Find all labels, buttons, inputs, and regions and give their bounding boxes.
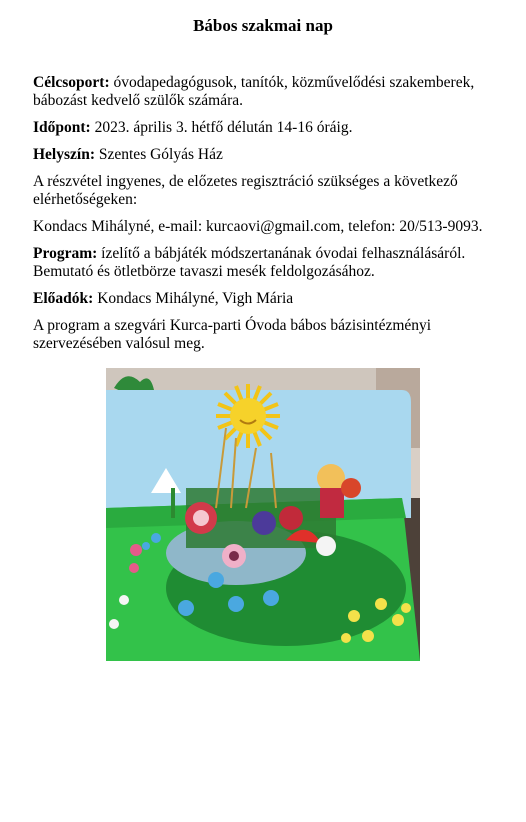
event-venue-text: Szentes Gólyás Ház bbox=[95, 146, 223, 163]
organizer-info: A program a szegvári Kurca-parti Óvoda bábos bázisintézményi szervezésében valósul meg. bbox=[33, 317, 432, 352]
target-audience bbox=[33, 74, 503, 110]
event-time bbox=[33, 119, 503, 137]
puppet-stage-photo bbox=[106, 368, 420, 661]
speakers-label: Előadók: bbox=[33, 290, 94, 307]
speakers-info bbox=[33, 290, 503, 308]
event-venue-label: Helyszín: bbox=[33, 146, 95, 163]
contact-info: Kondacs Mihályné, e-mail: kurcaovi@gmail.com, telefon: 20/513-9093. bbox=[33, 218, 483, 235]
program-label: Program: bbox=[33, 245, 98, 262]
document-body bbox=[33, 74, 503, 362]
event-time-label: Időpont: bbox=[33, 119, 91, 136]
registration-info: A részvétel ingyenes, de előzetes regisztráció szükséges a következő elérhetőségeken: bbox=[33, 173, 458, 208]
target-audience-label: Célcsoport: bbox=[33, 74, 110, 91]
target-audience-text: óvodapedagógusok, tanítók, közművelődési szakemberek, bábozást kedvelő szülők számára. bbox=[33, 74, 475, 109]
event-venue bbox=[33, 146, 503, 164]
speakers-text: Kondacs Mihályné, Vigh Mária bbox=[93, 290, 294, 307]
page-title: Bábos szakmai nap bbox=[193, 16, 333, 35]
event-time-text: 2023. április 3. hétfő délután 14-16 óráig. bbox=[90, 119, 353, 136]
program-info bbox=[33, 245, 503, 281]
program-text: ízelítő a bábjáték módszertanának óvodai felhasználásáról. Bemutató és ötletbörze tavaszi mesék feldolgozásához. bbox=[33, 245, 466, 280]
